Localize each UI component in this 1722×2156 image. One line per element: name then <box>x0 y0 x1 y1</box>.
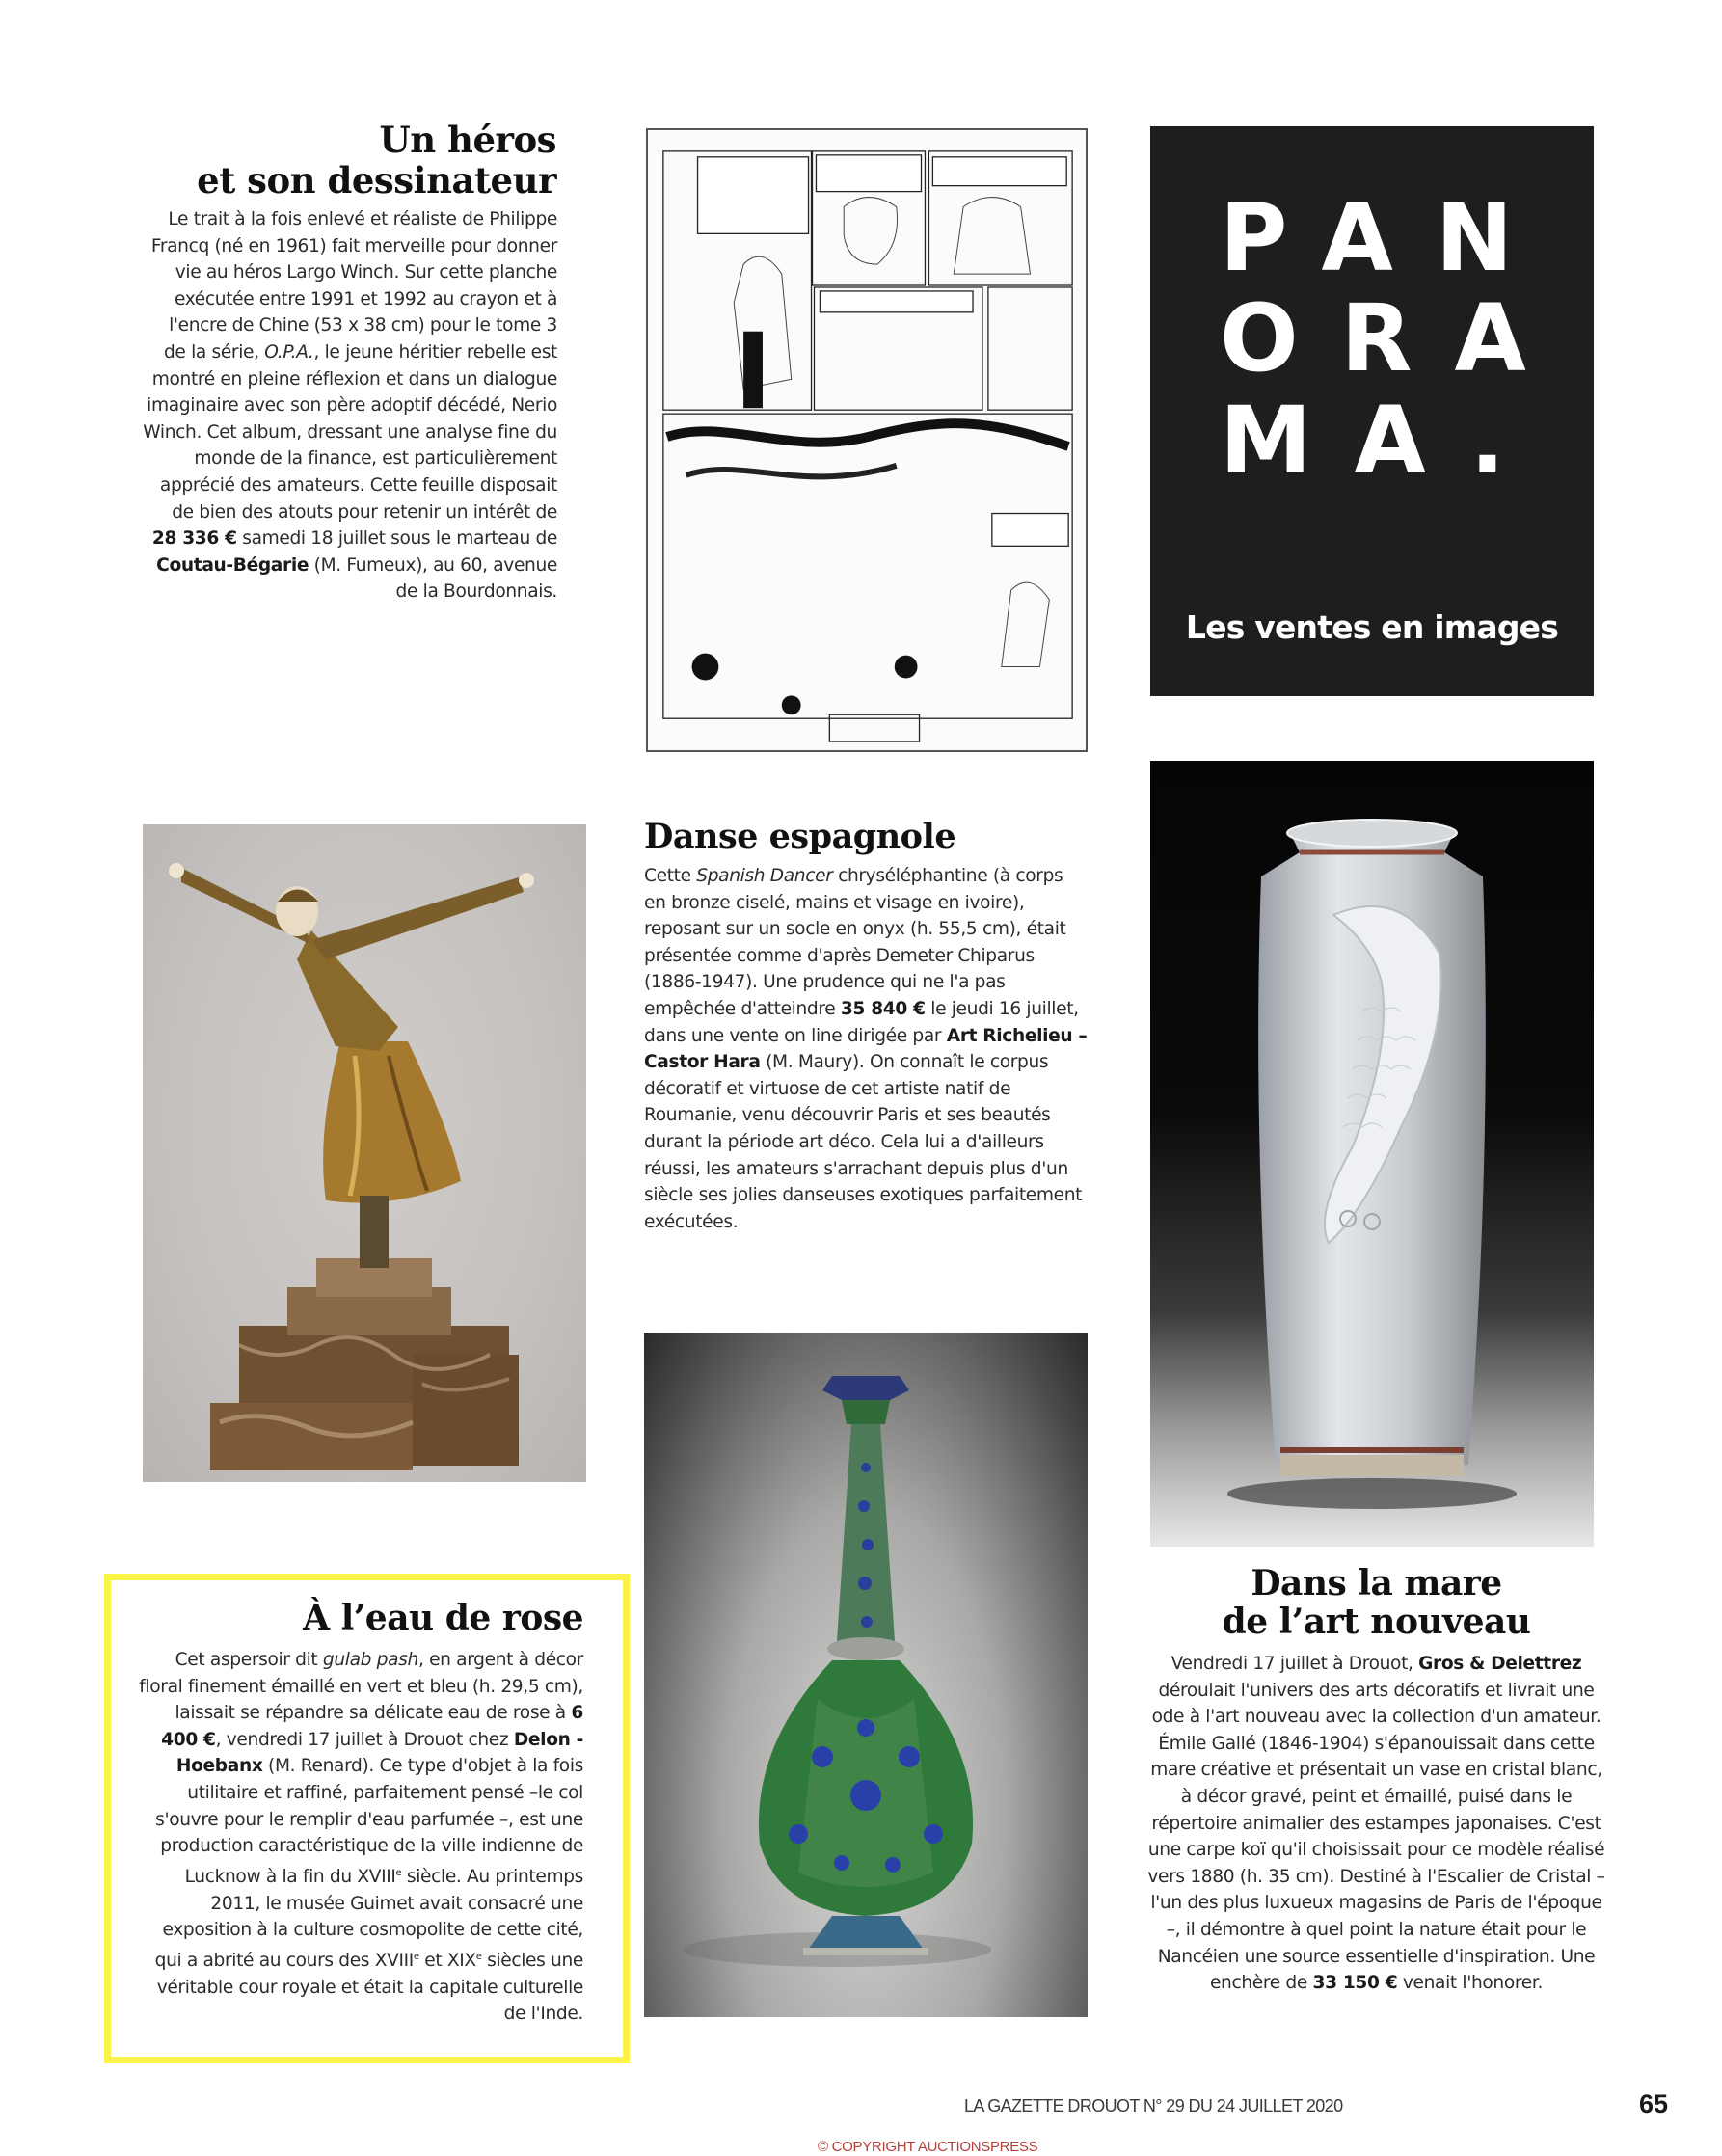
superscript-run: e <box>413 1951 419 1962</box>
article-body-danse: Cette Spanish Dancer chryséléphantine (à corps en bronze ciselé, mains et visage en ivoire), reposant sur un socle en onyx (h. 55,5 cm), était présentée comme d'après Demeter Chiparus (1886-1947). Une prudence qui ne l'a pas empêchée d'atteindre 35 840 € le jeudi 16 juillet, dans une vente on line dirigée par Art Richelieu – Castor Hara (M. Maury). On connaît le corpus décoratif et virtuose de cet artiste natif de Roumanie, venu découvrir Paris et ses beautés durant la période art déco. Cela lui a d'ailleurs réussi, les amateurs s'arrachant depuis plus d'un siècle ses jolies danseuses exotiques parfaitement exécutées. <box>644 866 1088 1232</box>
article-body-rose: Cet aspersoir dit gulab pash, en argent à décor floral finement émaillé en vert et bleu (h. 29,5 cm), laissait se répandre sa délicate eau de rose à 6 400 €, vendredi 17 juillet à Drouot chez Delon - Hoebanx (M. Renard). Ce type d'objet à la fois utilitaire et raffiné, parfaitement pensé –le col s'ouvre pour le remplir d'eau parfumée –, est une production caractéristique de la ville indienne de Lucknow à la fin du XVIIIe siècle. Au printemps 2011, le musée Guimet avait consacré une exposition à la culture cosmopolite de cette cité, qui a abrité au cours des XVIIIe et XIXe siècles une véritable cour royale et était la capitale culturelle de l'Inde. <box>139 1650 583 2025</box>
italic-run: gulab pash <box>322 1650 418 1670</box>
panorama-section-banner <box>1150 126 1594 696</box>
comic-illustration <box>648 130 1086 750</box>
gulab-pash-photo <box>644 1333 1088 2017</box>
title-line: Dans la mare <box>1251 1563 1502 1604</box>
article-title-mare <box>1147 1564 1605 1641</box>
rosewater-bottle-illustration <box>644 1333 1088 2017</box>
dancer-sculpture-illustration <box>143 824 586 1482</box>
title-line: et son dessinateur <box>197 159 556 202</box>
title-line: de l’art nouveau <box>1222 1602 1531 1642</box>
bold-run: Gros & Delettrez <box>1418 1654 1582 1674</box>
italic-run: Spanish Dancer <box>696 866 833 886</box>
bold-run: 35 840 € <box>840 998 926 1019</box>
publication-footer: LA GAZETTE DROUOT N° 29 DU 24 JUILLET 2020 <box>964 2096 1343 2116</box>
comic-page-image <box>646 128 1088 752</box>
spanish-dancer-photo <box>143 824 586 1482</box>
title-line: À l’eau de rose <box>303 1598 583 1638</box>
bold-run: 28 336 € <box>151 528 237 550</box>
italic-run: O.P.A. <box>264 341 314 363</box>
bold-run: Delon - Hoebanx <box>175 1729 583 1777</box>
bold-run: 33 150 € <box>1312 1973 1398 1994</box>
galle-vase-photo <box>1150 761 1594 1547</box>
article-title-danse <box>644 816 1088 858</box>
bold-run: Coutau-Bégarie <box>156 554 309 576</box>
panorama-line: MA. <box>1220 387 1548 495</box>
title-line: Danse espagnole <box>644 817 956 856</box>
panorama-subtitle: Les ventes en images <box>1185 608 1559 646</box>
koi-vase-illustration <box>1150 761 1594 1547</box>
superscript-run: e <box>395 1867 402 1878</box>
superscript-run: e <box>475 1951 482 1962</box>
bold-run: 6 400 € <box>161 1703 583 1750</box>
article-body-heros: Le trait à la fois enlevé et réaliste de Philippe Francq (né en 1961) fait merveille pour donner vie au héros Largo Winch. Sur cette planche exécutée entre 1991 et 1992 au crayon et à l'encre de Chine (53 x 38 cm) pour le tome 3 de la série, O.P.A., le jeune héritier rebelle est montré en pleine réflexion et dans un dialogue imaginaire avec son père adoptif décédé, Nerio Winch. Cet album, dressant une analyse fine du monde de la finance, est particulièrement apprécié des amateurs. Cette feuille disposait de bien des atouts pour retenir un intérêt de 28 336 € samedi 18 juillet sous le marteau de Coutau-Bégarie (M. Fumeux), au 60, avenue de la Bourdonnais. <box>143 209 557 603</box>
panorama-line: PAN <box>1220 184 1556 292</box>
bold-run: Art Richelieu – Castor Hara <box>644 1025 1088 1073</box>
copyright-notice: © COPYRIGHT AUCTIONSPRESS <box>818 2139 1038 2155</box>
article-body-mare: Vendredi 17 juillet à Drouot, Gros & Delettrez déroulait l'univers des arts décoratifs et livrait une ode à l'art nouveau avec la collection d'un amateur. Émile Gallé (1846-1904) s'épanouissait dans cette mare créative et présentait un vase en cristal blanc, à décor gravé, peint et émaillé, puisé dans le répertoire animalier des estampes japonaises. C'est une carpe koï qu'il choisissait pour ce modèle réalisé vers 1880 (h. 35 cm). Destiné à l'Escalier de Cristal – l'un des plus luxueux magasins de Paris de l'époque –, il démontre à quel point la nature était pour le Nancéien une source essentielle d'inspiration. Une enchère de 33 150 € venait l'honorer. <box>1147 1654 1605 1994</box>
panorama-line: ORA <box>1220 284 1569 392</box>
page-number: 65 <box>1639 2089 1669 2118</box>
title-line: Un héros <box>379 119 556 161</box>
article-title-rose <box>135 1597 583 1639</box>
article-title-heros <box>135 120 556 201</box>
